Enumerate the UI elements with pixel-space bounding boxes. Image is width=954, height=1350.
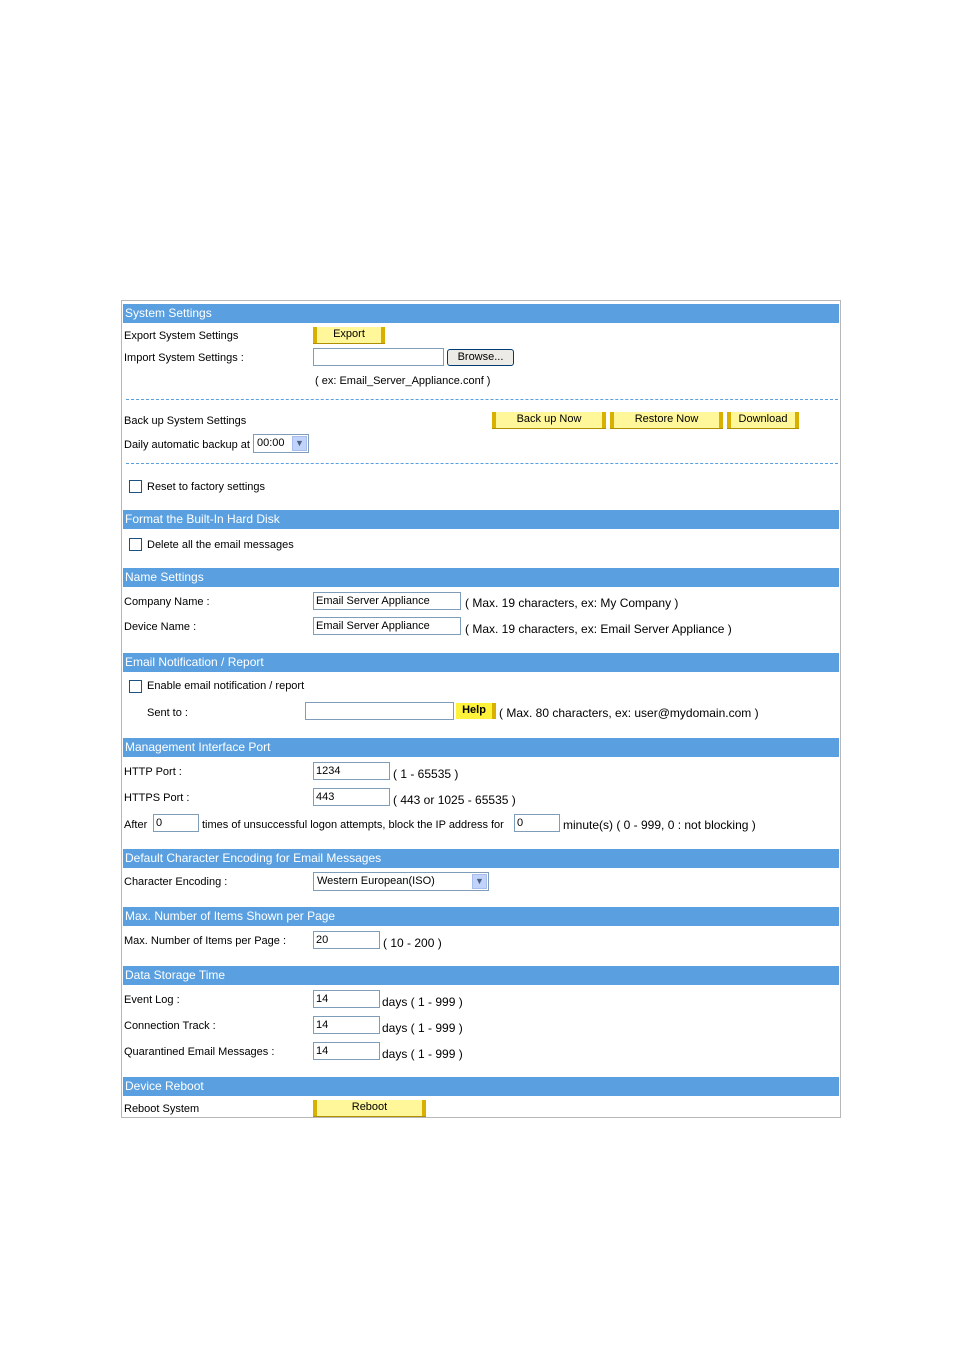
daily-backup-time-select[interactable]: [253, 434, 309, 453]
https-port-hint: ( 443 or 1025 - 65535 ): [393, 793, 516, 807]
max-items-hint: ( 10 - 200 ): [383, 936, 442, 950]
help-button[interactable]: Help: [456, 703, 496, 719]
after-label: After: [124, 819, 148, 831]
delete-emails-checkbox[interactable]: [129, 538, 142, 551]
delete-emails-label: Delete all the email messages: [147, 539, 294, 551]
company-name-hint: ( Max. 19 characters, ex: My Company ): [465, 596, 679, 610]
restore-now-button[interactable]: Restore Now: [610, 412, 723, 428]
logon-attempts-text: times of unsuccessful logon attempts, block the IP address for: [202, 819, 504, 831]
enable-notification-checkbox[interactable]: [129, 680, 142, 693]
event-log-input[interactable]: [313, 990, 380, 1008]
https-port-label: HTTPS Port :: [124, 792, 190, 804]
reset-factory-label: Reset to factory settings: [147, 481, 265, 493]
settings-panel: [121, 300, 841, 1118]
quarantined-label: Quarantined Email Messages :: [124, 1046, 275, 1058]
section-header-device-reboot: Device Reboot: [123, 1077, 839, 1096]
http-port-label: HTTP Port :: [124, 766, 182, 778]
block-minutes-hint: minute(s) ( 0 - 999, 0 : not blocking ): [563, 818, 756, 832]
enable-notification-label: Enable email notification / report: [147, 680, 305, 692]
download-button[interactable]: Download: [727, 412, 799, 428]
device-name-label: Device Name :: [124, 621, 197, 633]
chevron-down-icon: ▼: [472, 874, 487, 889]
backup-label: Back up System Settings: [124, 415, 247, 427]
connection-track-hint: days ( 1 - 999 ): [382, 1021, 463, 1035]
event-log-label: Event Log :: [124, 994, 180, 1006]
http-port-hint: ( 1 - 65535 ): [393, 767, 459, 781]
connection-track-label: Connection Track :: [124, 1020, 216, 1032]
reboot-button[interactable]: Reboot: [313, 1100, 426, 1116]
backup-now-button[interactable]: Back up Now: [492, 412, 606, 428]
export-label: Export System Settings: [124, 330, 239, 342]
browse-button[interactable]: Browse...: [447, 349, 514, 366]
section-header-system-settings: System Settings: [123, 304, 839, 323]
company-name-label: Company Name :: [124, 596, 210, 608]
daily-backup-time-value: 00:00: [257, 437, 285, 449]
import-label: Import System Settings :: [124, 352, 244, 364]
import-hint: ( ex: Email_Server_Appliance.conf ): [315, 375, 491, 387]
device-name-input[interactable]: [313, 617, 461, 635]
sent-to-hint: ( Max. 80 characters, ex: user@mydomain.com ): [499, 706, 759, 720]
section-header-management-port: Management Interface Port: [123, 738, 839, 757]
logon-attempts-input[interactable]: [153, 814, 199, 832]
max-items-label: Max. Number of Items per Page :: [124, 935, 287, 947]
chevron-down-icon: ▼: [292, 436, 307, 451]
reboot-label: Reboot System: [124, 1103, 200, 1115]
block-minutes-input[interactable]: [514, 814, 560, 832]
section-header-format-disk: Format the Built-In Hard Disk: [123, 510, 839, 529]
event-log-hint: days ( 1 - 999 ): [382, 995, 463, 1009]
character-encoding-select[interactable]: [313, 872, 489, 891]
section-header-email-notification: Email Notification / Report: [123, 653, 839, 672]
quarantined-hint: days ( 1 - 999 ): [382, 1047, 463, 1061]
divider: [126, 399, 838, 400]
character-encoding-label: Character Encoding :: [124, 876, 228, 888]
section-header-max-items: Max. Number of Items Shown per Page: [123, 907, 839, 926]
section-header-character-encoding: Default Character Encoding for Email Messages: [123, 849, 839, 868]
character-encoding-value: Western European(ISO): [317, 875, 435, 887]
connection-track-input[interactable]: [313, 1016, 380, 1034]
divider: [126, 463, 838, 464]
reset-factory-checkbox[interactable]: [129, 480, 142, 493]
section-header-name-settings: Name Settings: [123, 568, 839, 587]
http-port-input[interactable]: [313, 762, 390, 780]
sent-to-input[interactable]: [305, 702, 454, 720]
max-items-input[interactable]: [313, 931, 380, 949]
export-button[interactable]: Export: [313, 327, 385, 343]
https-port-input[interactable]: [313, 788, 390, 806]
import-file-input[interactable]: [313, 348, 444, 366]
daily-backup-label: Daily automatic backup at: [124, 439, 250, 451]
company-name-input[interactable]: [313, 592, 461, 610]
section-header-data-storage: Data Storage Time: [123, 966, 839, 985]
device-name-hint: ( Max. 19 characters, ex: Email Server Appliance ): [465, 622, 732, 636]
quarantined-input[interactable]: [313, 1042, 380, 1060]
sent-to-label: Sent to :: [147, 707, 188, 719]
